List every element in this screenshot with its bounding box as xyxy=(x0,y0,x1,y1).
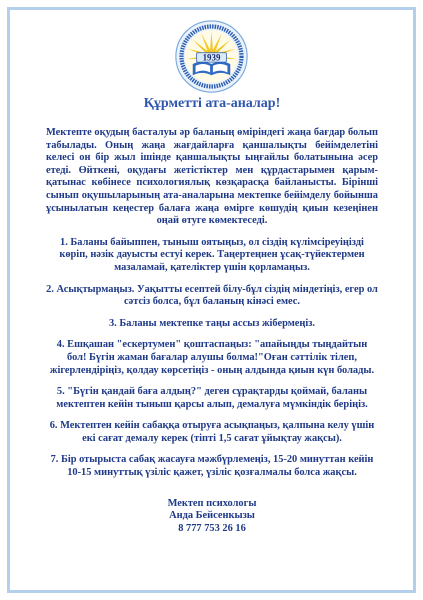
notice-content xyxy=(46,96,378,535)
page-title: Құрметті ата-аналар! xyxy=(143,96,281,111)
advice-item: 7. Бір отырыста сабақ жасауға мәжбүрлемеңіз, 15-20 минуттан кейін 10-15 минуттық үзіліс қажет, үзіліс қозғалмалы болса жақсы. xyxy=(50,454,374,479)
advice-list xyxy=(46,237,378,480)
advice-item: 3. Баланы мектепке таңы ассыз жібермеңіз. xyxy=(108,317,316,329)
signature-phone: 8 777 753 26 16 xyxy=(178,522,246,534)
school-emblem-icon xyxy=(174,19,249,94)
intro-paragraph: Мектепте оқудың басталуы әр баланың өміріндегі жаңа бағдар болып табылады. Оның жаңа жағдайларға қаншалықты бейімделетіні келесі он бір жыл ішінде қаншалықты ыңғайлы болатынына әсер етеді. Өйткені, оқудағы жетістіктер мен құрдастарымен қарым-қатынас көбінесе психологиялық көзқарасқа байланысты. Бірінші сынып оқушыларының ата-аналарына мектепке бейімделу бойынша ұсынылатын кеңестер балаға жаңа өмірге көшудің қиын кезеңінен оңай өтуге көмектеседі. xyxy=(46,127,378,227)
advice-item: 6. Мектептен кейін сабаққа отыруға асықпаңыз, қалпына келу үшін екі сағат демалу керек (тіпті 1,5 сағат ұйықтау жақсы). xyxy=(49,420,375,444)
advice-item: 2. Асықтырмаңыз. Уақытты есептей білу-бұл сіздің міндетіңіз, егер ол сәтсіз болса, бұл баланың кінәсі емес. xyxy=(46,283,378,308)
advice-item: 4. Ешқашан "ескертумен" қоштаспаңыз: "апайыңды тыңдайтын бол! Бүгін жаман бағалар алушы болма!"Оған сәттілік тілеп, жігерлендіріңіз, қолдау көрсетіңіз - оның алдында қиын күн болады. xyxy=(49,339,375,376)
advice-item: 5. "Бүгін қандай баға алдың?" деген сұрақтарды қоймай, баланы мектептен кейін тыныш қарсы алып, демалуға мүмкіндік беріңіз. xyxy=(56,386,368,410)
logo-year: 1939 xyxy=(202,52,221,63)
signature-block xyxy=(46,498,378,536)
advice-item: 1. Баланы байыппен, тыныш оятыңыз, ол сіздің күлімсіреуіңізді көріп, нәзік дауысты естуі керек. Таңертеңнен ұсақ-түйектермен мазаламай, қателіктер үшін қорламаңыз. xyxy=(59,236,365,273)
signature-name: Анда Бейсенкызы xyxy=(169,510,255,522)
signature-role: Мектеп психологы xyxy=(167,497,257,509)
